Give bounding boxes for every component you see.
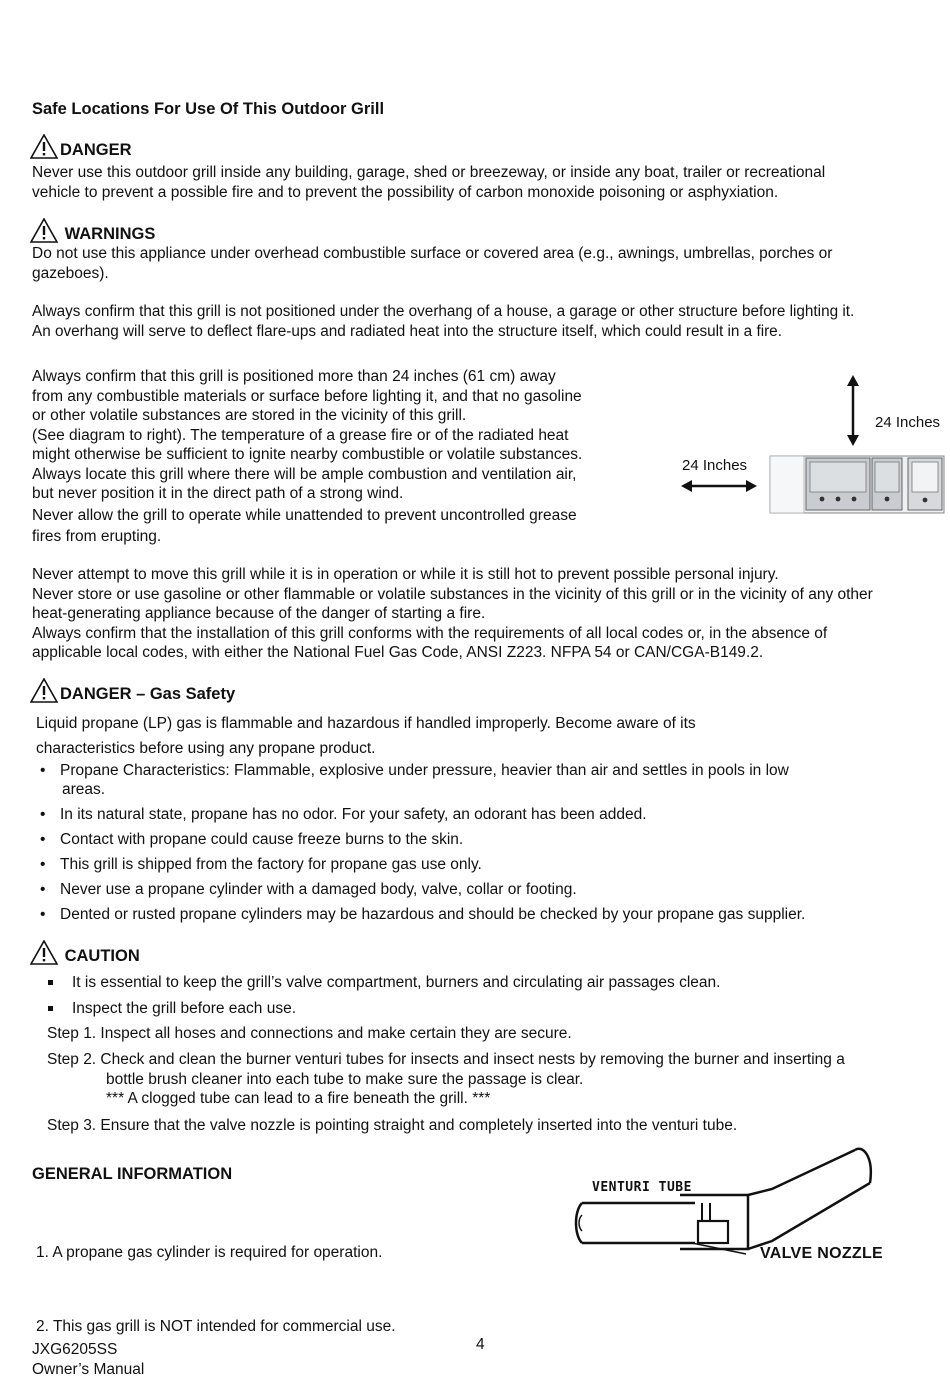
- square-bullet-icon: [48, 980, 53, 985]
- clearance-line: Always locate this grill where there will be ample combustion and ventilation air,: [32, 465, 577, 483]
- warnings-line: gazeboes).: [32, 264, 109, 282]
- safety-line: applicable local codes, with either the National Fuel Gas Code, ANSI Z223. NFPA 54 or CAN/CGA-B149.2.: [32, 644, 764, 661]
- warning-triangle-icon: [30, 134, 58, 159]
- danger-heading: [30, 134, 132, 160]
- general-info-list: [36, 1192, 396, 1364]
- clearance-line: (See diagram to right). The temperature of a grease fire or of the radiated heat: [32, 426, 569, 444]
- overhang-line: Always confirm that this grill is not positioned under the overhang of a house, a garage or other structure before lighting it.: [32, 303, 855, 320]
- list-item: • In its natural state, propane has no odor. For your safety, an odorant has been added.: [32, 805, 912, 824]
- danger-line: vehicle to prevent a possible fire and to prevent the possibility of carbon monoxide poisoning or asphyxiation.: [32, 183, 779, 201]
- gas-safety-intro: [36, 711, 941, 761]
- caution-heading-label: CAUTION: [64, 947, 140, 965]
- step-line: *** A clogged tube can lead to a fire beneath the grill. ***: [106, 1090, 491, 1107]
- list-item: • Contact with propane could cause freeze burns to the skin.: [32, 830, 912, 849]
- vertical-clearance-label: 24 Inches: [875, 414, 941, 431]
- warnings-heading-label: WARNINGS: [64, 225, 156, 243]
- gas-intro-line: characteristics before using any propane product.: [36, 740, 376, 757]
- venturi-tube-label: VENTURI TUBE: [592, 1180, 692, 1195]
- list-item: [32, 973, 912, 992]
- gas-intro-line: Liquid propane (LP) gas is flammable and hazardous if handled improperly. Become aware of its: [36, 715, 696, 732]
- list-item: 2. This gas grill is NOT intended for commercial use.: [36, 1317, 396, 1335]
- gas-safety-heading-label: DANGER – Gas Safety: [60, 685, 236, 703]
- safety-paragraphs: [32, 565, 944, 663]
- footer-model: JXG6205SS: [32, 1341, 118, 1358]
- danger-line: Never use this outdoor grill inside any building, garage, shed or breezeway, or inside any boat, trailer or recreational: [32, 164, 826, 181]
- valve-nozzle-label: VALVE NOZZLE: [760, 1245, 884, 1262]
- clearance-line: might otherwise be sufficient to ignite nearby combustible or volatile substances.: [32, 446, 583, 463]
- page-title: Safe Locations For Use Of This Outdoor Grill: [32, 100, 385, 118]
- list-item-text: Never use a propane cylinder with a damaged body, valve, collar or footing.: [60, 881, 577, 898]
- warnings-text: [32, 244, 937, 283]
- list-item-text: It is essential to keep the grill’s valve compartment, burners and circulating air passages clean.: [72, 974, 721, 991]
- safety-line: Never store or use gasoline or other flammable or volatile substances in the vicinity of this grill or in the vicinity of any other: [32, 585, 873, 603]
- list-item: • This grill is shipped from the factory for propane gas use only.: [32, 855, 912, 874]
- unattended-line: Never allow the grill to operate while unattended to prevent uncontrolled grease: [32, 507, 577, 524]
- list-item-text: Contact with propane could cause freeze burns to the skin.: [60, 831, 464, 848]
- list-item: 1. A propane gas cylinder is required for operation.: [36, 1244, 383, 1261]
- safety-line: heat-generating appliance because of the danger of starting a fire.: [32, 605, 486, 622]
- caution-step-1: Step 1. Inspect all hoses and connections and make certain they are secure.: [47, 1025, 572, 1042]
- clearance-diagram-graphic: [670, 372, 945, 522]
- list-item-text: Inspect the grill before each use.: [72, 1000, 297, 1017]
- clearance-line: but never position it in the direct path of a strong wind.: [32, 485, 404, 502]
- caution-step-3: Step 3. Ensure that the valve nozzle is pointing straight and completely inserted into the venturi tube.: [47, 1117, 738, 1134]
- clearance-text: [32, 367, 642, 504]
- safety-line: Never attempt to move this grill while it is in operation or while it is still hot to prevent possible personal injury.: [32, 566, 779, 583]
- warning-triangle-icon: [30, 218, 58, 243]
- caution-heading: [30, 940, 140, 966]
- caution-list: [32, 973, 912, 1018]
- danger-heading-label: DANGER: [60, 141, 132, 159]
- warnings-heading: [30, 218, 155, 244]
- safety-line: Always confirm that the installation of this grill conforms with the requirements of all local codes or, in the absence of: [32, 624, 828, 642]
- unattended-text: [32, 505, 642, 547]
- overhang-text: [32, 302, 944, 341]
- horizontal-clearance-label: 24 Inches: [682, 457, 748, 474]
- warning-triangle-icon: [30, 940, 58, 965]
- warnings-line: Do not use this appliance under overhead combustible surface or covered area (e.g., awnings, umbrellas, porches or: [32, 245, 833, 262]
- list-item: • Propane Characteristics: Flammable, explosive under pressure, heavier than air and settles in pools in low areas.: [32, 761, 912, 799]
- page-number: 4: [476, 1336, 485, 1353]
- list-item: • Dented or rusted propane cylinders may be hazardous and should be checked by your propane gas supplier.: [32, 905, 912, 924]
- overhang-line: An overhang will serve to deflect flare-ups and radiated heat into the structure itself, which could result in a fire.: [32, 322, 782, 340]
- step-line: Step 2. Check and clean the burner venturi tubes for insects and insect nests by removing the burner and inserting a: [47, 1051, 845, 1068]
- gas-safety-list: [32, 761, 912, 930]
- step-line: bottle brush cleaner into each tube to make sure the passage is clear.: [106, 1070, 584, 1088]
- warning-triangle-icon: [30, 678, 58, 703]
- list-item-text: areas.: [62, 781, 106, 798]
- clearance-line: from any combustible materials or surface before lighting it, and that no gasoline: [32, 387, 582, 405]
- venturi-diagram: [570, 1145, 890, 1275]
- list-item-text: This grill is shipped from the factory for propane gas use only.: [60, 856, 482, 873]
- clearance-line: Always confirm that this grill is positioned more than 24 inches (61 cm) away: [32, 368, 556, 385]
- footer-manual: Owner’s Manual: [32, 1361, 145, 1378]
- list-item-text: Dented or rusted propane cylinders may be hazardous and should be checked by your propane gas supplier.: [60, 906, 806, 923]
- list-item-text: In its natural state, propane has no odor. For your safety, an odorant has been added.: [60, 806, 647, 823]
- clearance-line: or other volatile substances are stored in the vicinity of this grill.: [32, 407, 467, 424]
- unattended-line: fires from erupting.: [32, 528, 162, 545]
- caution-step-2: [47, 1050, 937, 1109]
- list-item: [32, 999, 912, 1018]
- general-info-heading: GENERAL INFORMATION: [32, 1165, 233, 1183]
- square-bullet-icon: [48, 1006, 53, 1011]
- danger-text: [32, 163, 937, 202]
- clearance-diagram: [670, 372, 945, 522]
- gas-safety-heading: [30, 678, 235, 704]
- list-item: • Never use a propane cylinder with a damaged body, valve, collar or footing.: [32, 880, 912, 899]
- list-item-text: Propane Characteristics: Flammable, explosive under pressure, heavier than air and settles in pools in low: [60, 762, 789, 779]
